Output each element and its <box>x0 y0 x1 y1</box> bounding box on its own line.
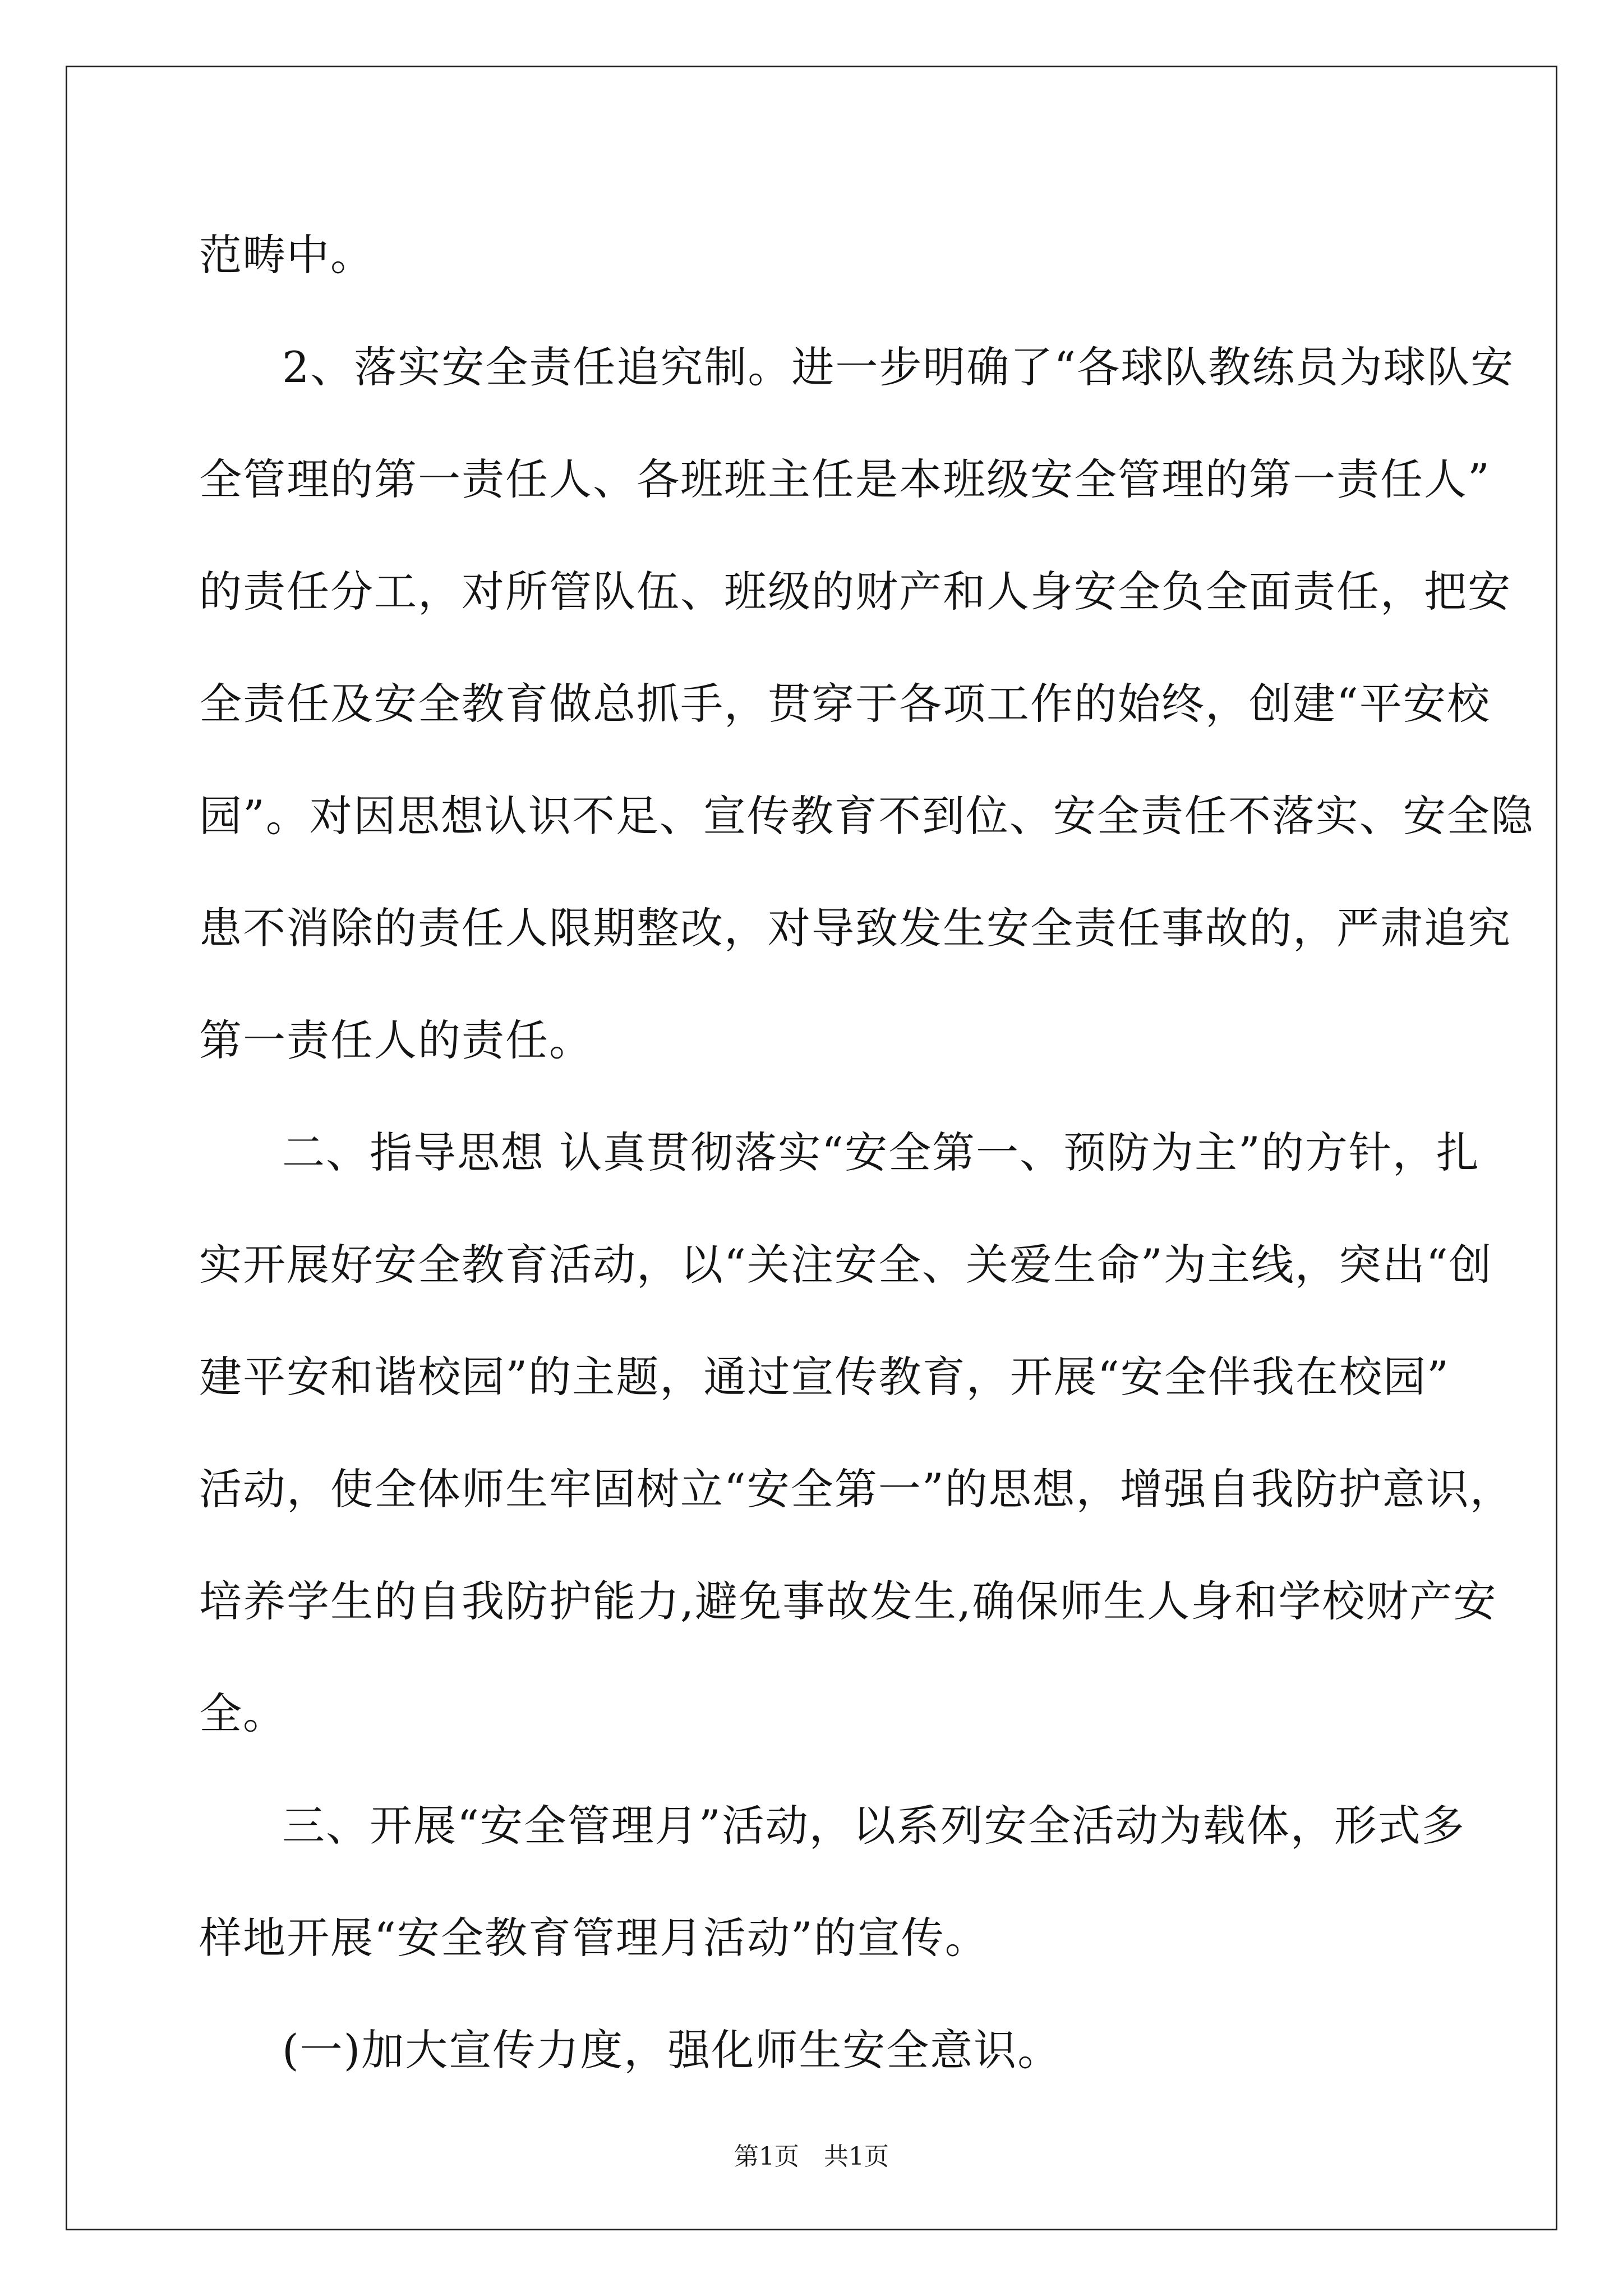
paragraph-line: 实开展好安全教育活动，以“关注安全、关爱生命”为主线，突出“创 <box>199 1240 1493 1290</box>
paragraph-line: 全管理的第一责任人、各班班主任是本班级安全管理的第一责任人” <box>199 454 1491 504</box>
paragraph-line: 第一责任人的责任。 <box>199 1015 593 1065</box>
paragraph-line: 建平安和谐校园”的主题，通过宣传教育，开展“安全伴我在校园” <box>199 1352 1450 1402</box>
paragraph-line: 培养学生的自我防护能力,避免事故发生,确保师生人身和学校财产安 <box>199 1576 1497 1626</box>
page-footer <box>0 2140 1623 2174</box>
paragraph-line: 全责任及安全教育做总抓手，贯穿于各项工作的始终，创建“平安校 <box>199 679 1491 729</box>
paragraph-line: 2、落实安全责任追究制。进一步明确了“各球队教练员为球队安 <box>282 342 1515 392</box>
page-total: 共1页 <box>824 2142 889 2171</box>
paragraph-line: 的责任分工，对所管队伍、班级的财产和人身安全负全面责任，把安 <box>199 567 1511 616</box>
paragraph-line: 全。 <box>199 1688 287 1738</box>
paragraph-line: 活动，使全体师生牢固树立“安全第一”的思想，增强自我防护意识， <box>199 1464 1514 1514</box>
paragraph-line: 样地开展“安全教育管理月活动”的宣传。 <box>199 1913 989 1963</box>
paragraph-line: 二、指导思想 认真贯彻落实“安全第一、预防为主”的方针，扎 <box>282 1128 1480 1177</box>
paragraph-line: 三、开展“安全管理月”活动，以系列安全活动为载体，形式多 <box>282 1801 1465 1851</box>
page-number: 第1页 <box>734 2142 799 2171</box>
paragraph-line: 患不消除的责任人限期整改，对导致发生安全责任事故的，严肃追究 <box>199 903 1511 953</box>
paragraph-line: (一)加大宣传力度，强化师生安全意识。 <box>282 2025 1062 2075</box>
paragraph-line: 园”。对因思想认识不足、宣传教育不到位、安全责任不落实、安全隐 <box>199 791 1534 841</box>
paragraph-line: 范畴中。 <box>199 230 374 280</box>
document-body <box>199 199 1534 2106</box>
